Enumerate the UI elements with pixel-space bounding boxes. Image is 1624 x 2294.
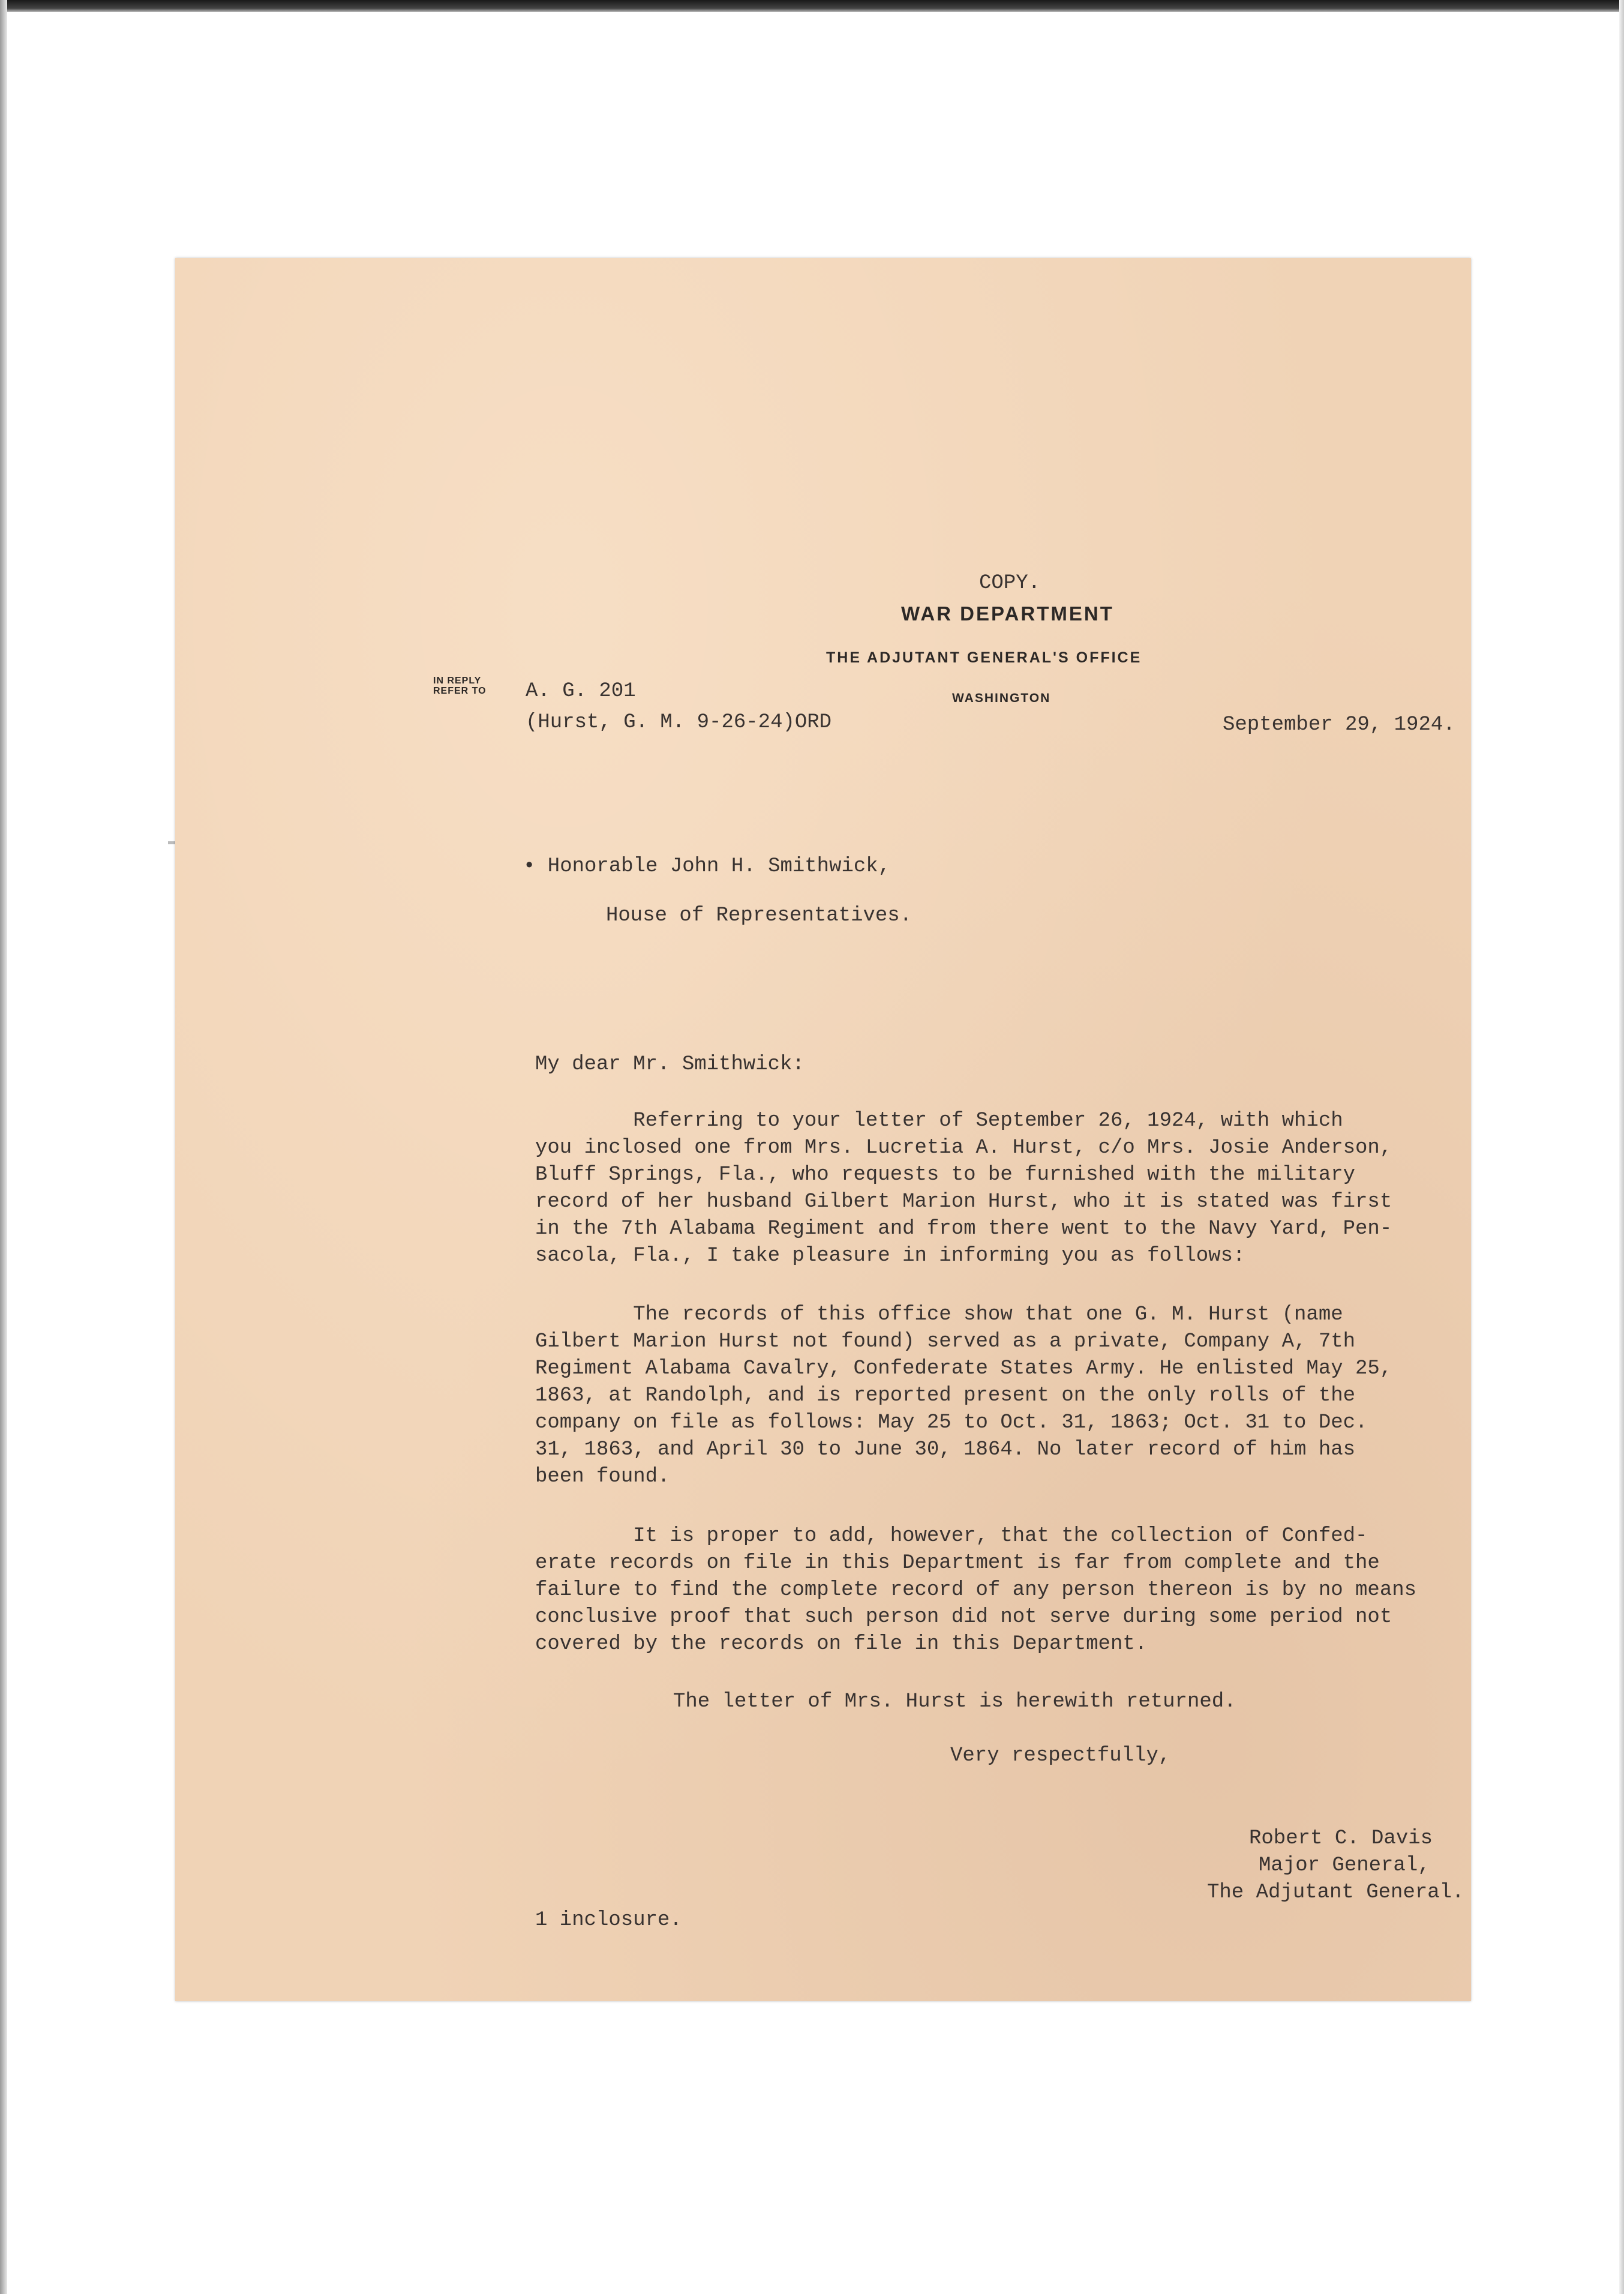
recipient-organization: House of Representatives.: [606, 904, 912, 927]
scan-top-border: [0, 0, 1624, 12]
reply-label-line-2: REFER TO: [433, 686, 487, 696]
office-city: WASHINGTON: [952, 691, 1051, 705]
signer-rank: Major General,: [1259, 1854, 1430, 1877]
office-name: THE ADJUTANT GENERAL'S OFFICE: [826, 649, 1142, 666]
copy-mark: COPY.: [979, 572, 1041, 595]
scan-right-edge: [1619, 0, 1624, 2294]
recipient-name: • Honorable John H. Smithwick,: [523, 855, 891, 878]
body-paragraph: Referring to your letter of September 26, 1924, with which you inclosed one from Mrs. Lucretia A. Hurst, c/o Mrs. Josie Anderson, Bluff Springs, Fla., who requests to be furnished with the military record of her husband Gilbert Marion Hurst, who it is stated was first in the 7th Alabama Regiment and from there went to the Navy Yard, Pen- sacola, Fla., I take pleasure in informing you as follows:: [535, 1109, 1392, 1267]
signer-title: The Adjutant General.: [1207, 1881, 1464, 1904]
closing: Very respectfully,: [950, 1744, 1171, 1767]
signer-name: Robert C. Davis: [1249, 1827, 1433, 1850]
body-paragraph: It is proper to add, however, that the collection of Confed- erate records on file in this Department is far from complete and the failure to find the complete record of any person thereon is by no means conclusive proof that such person did not serve during some period not covered by the records on file in this Department.: [535, 1525, 1417, 1656]
reply-label-line-1: IN REPLY: [433, 676, 482, 686]
body-paragraph: The records of this office show that one G. M. Hurst (name Gilbert Marion Hurst not found) served as a private, Company A, 7th Regiment Alabama Cavalry, Confederate States Army. He enlisted May 25, 1863, at Randolph, and is reported present on the only rolls of the company on file as follows: May 25 to Oct. 31, 1863; Oct. 31 to Dec. 31, 1863, and April 30 to June 30, 1864. No later record of him has been found.: [535, 1303, 1392, 1488]
salutation: My dear Mr. Smithwick:: [535, 1053, 805, 1076]
body-paragraph: The letter of Mrs. Hurst is herewith returned.: [673, 1690, 1236, 1713]
department-name: WAR DEPARTMENT: [901, 602, 1114, 625]
scan-left-edge: [0, 0, 7, 2294]
reply-reference-label: [433, 676, 487, 696]
enclosure-note: 1 inclosure.: [535, 1909, 682, 1932]
letter-page: [175, 258, 1471, 2001]
file-reference-detail: (Hurst, G. M. 9-26-24)ORD: [526, 711, 832, 734]
letter-date: September 29, 1924.: [1223, 713, 1455, 736]
file-reference-number: A. G. 201: [526, 680, 636, 703]
